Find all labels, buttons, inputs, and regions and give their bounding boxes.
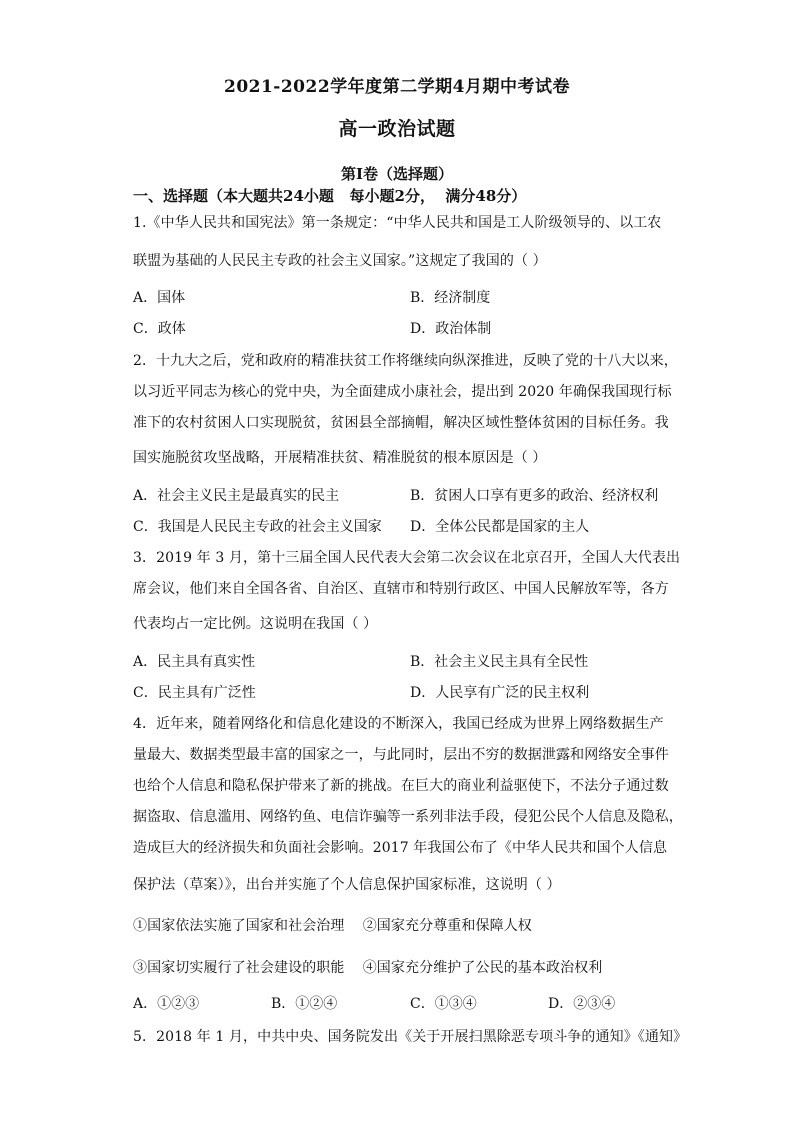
question-2-line-3: 准下的农村贫困人口实现脱贫，贫困县全部摘帽，解决区域性整体贫困的目标任务。我 bbox=[133, 415, 669, 431]
question-2-option-b: B．贫困人口享有更多的政治、经济权利 bbox=[410, 488, 659, 504]
question-4-line-2: 量最大、数据类型最丰富的国家之一，与此同时，层出不穷的数据泄露和网络安全事件 bbox=[133, 747, 669, 763]
section-heading: 一、选择题（本大题共24小题 每小题2分， 满分48分） bbox=[133, 187, 527, 205]
question-2-line-2: 以习近平同志为核心的党中央，为全面建成小康社会，提出到 2020 年确保我国现行标 bbox=[133, 384, 672, 400]
question-4-line-5: 造成巨大的经济损失和负面社会影响。2017 年我国公布了《中华人民共和国个人信息 bbox=[133, 840, 668, 856]
question-4-option-a: A．①②③ bbox=[133, 996, 200, 1012]
question-4-line-3: 也给个人信息和隐私保护带来了新的挑战。在巨大的商业利益驱使下，不法分子通过数 bbox=[133, 778, 669, 794]
question-3-line-2: 席会议，他们来自全国各省、自治区、直辖市和特别行政区、中国人民解放军等，各方 bbox=[133, 581, 669, 597]
question-5-line-1: 5．2018 年 1 月，中共中央、国务院发出《关于开展扫黑除恶专项斗争的通知》《通知》 bbox=[133, 1029, 688, 1045]
question-4-option-b: B．①②④ bbox=[271, 996, 338, 1012]
question-2-line-1: 2．十九大之后，党和政府的精准扶贫工作将继续向纵深推进，反映了党的十八大以来， bbox=[133, 353, 678, 369]
question-1-option-b: B．经济制度 bbox=[410, 290, 491, 306]
question-4-option-c: C．①③④ bbox=[410, 996, 477, 1012]
question-4-line-4: 据盗取、信息滥用、网络钓鱼、电信诈骗等一系列非法手段，侵犯公民个人信息及隐私， bbox=[133, 809, 683, 825]
question-4-statement-1: ①国家依法实施了国家和社会治理 ②国家充分尊重和保障人权 bbox=[133, 918, 532, 934]
exam-subtitle: 高一政治试题 bbox=[338, 118, 456, 140]
question-4-line-6: 保护法（草案）》，出台并实施了个人信息保护国家标准，这说明（ ） bbox=[133, 877, 561, 893]
question-1-line-1: 1.《中华人民共和国宪法》第一条规定：“中华人民共和国是工人阶级领导的、以工农 bbox=[133, 215, 662, 231]
question-1-option-c: C．政体 bbox=[133, 321, 186, 337]
question-2-line-4: 国实施脱贫攻坚战略，开展精准扶贫、精准脱贫的根本原因是（ ） bbox=[133, 450, 547, 466]
question-1-option-d: D．政治体制 bbox=[410, 321, 492, 337]
question-2-option-d: D．全体公民都是国家的主人 bbox=[410, 519, 590, 535]
question-3-option-a: A．民主具有真实性 bbox=[133, 654, 256, 670]
question-2-option-a: A．社会主义民主是最真实的民主 bbox=[133, 488, 340, 504]
question-4-option-d: D．②③④ bbox=[548, 996, 616, 1012]
question-4-line-1: 4．近年来，随着网络化和信息化建设的不断深入，我国已经成为世界上网络数据生产 bbox=[133, 716, 664, 732]
question-4-statement-2: ③国家切实履行了社会建设的职能 ④国家充分维护了公民的基本政治权利 bbox=[133, 960, 603, 976]
exam-title: 2021-2022学年度第二学期4月期中考试卷 bbox=[223, 77, 570, 97]
question-3-option-d: D．人民享有广泛的民主权利 bbox=[410, 685, 590, 701]
question-1-line-2: 联盟为基础的人民民主专政的社会主义国家。”这规定了我国的（ ） bbox=[133, 253, 547, 269]
question-3-option-b: B．社会主义民主具有全民性 bbox=[410, 654, 589, 670]
question-3-line-1: 3．2019 年 3 月，第十三届全国人民代表大会第二次会议在北京召开，全国人大代表出 bbox=[133, 550, 681, 566]
question-2-option-c: C．我国是人民民主专政的社会主义国家 bbox=[133, 519, 382, 535]
question-3-line-3: 代表均占一定比例。这说明在我国（ ） bbox=[133, 616, 378, 632]
question-1-option-a: A．国体 bbox=[133, 290, 186, 306]
question-3-option-c: C．民主具有广泛性 bbox=[133, 685, 256, 701]
section-label: 第I卷（选择题） bbox=[340, 165, 454, 183]
